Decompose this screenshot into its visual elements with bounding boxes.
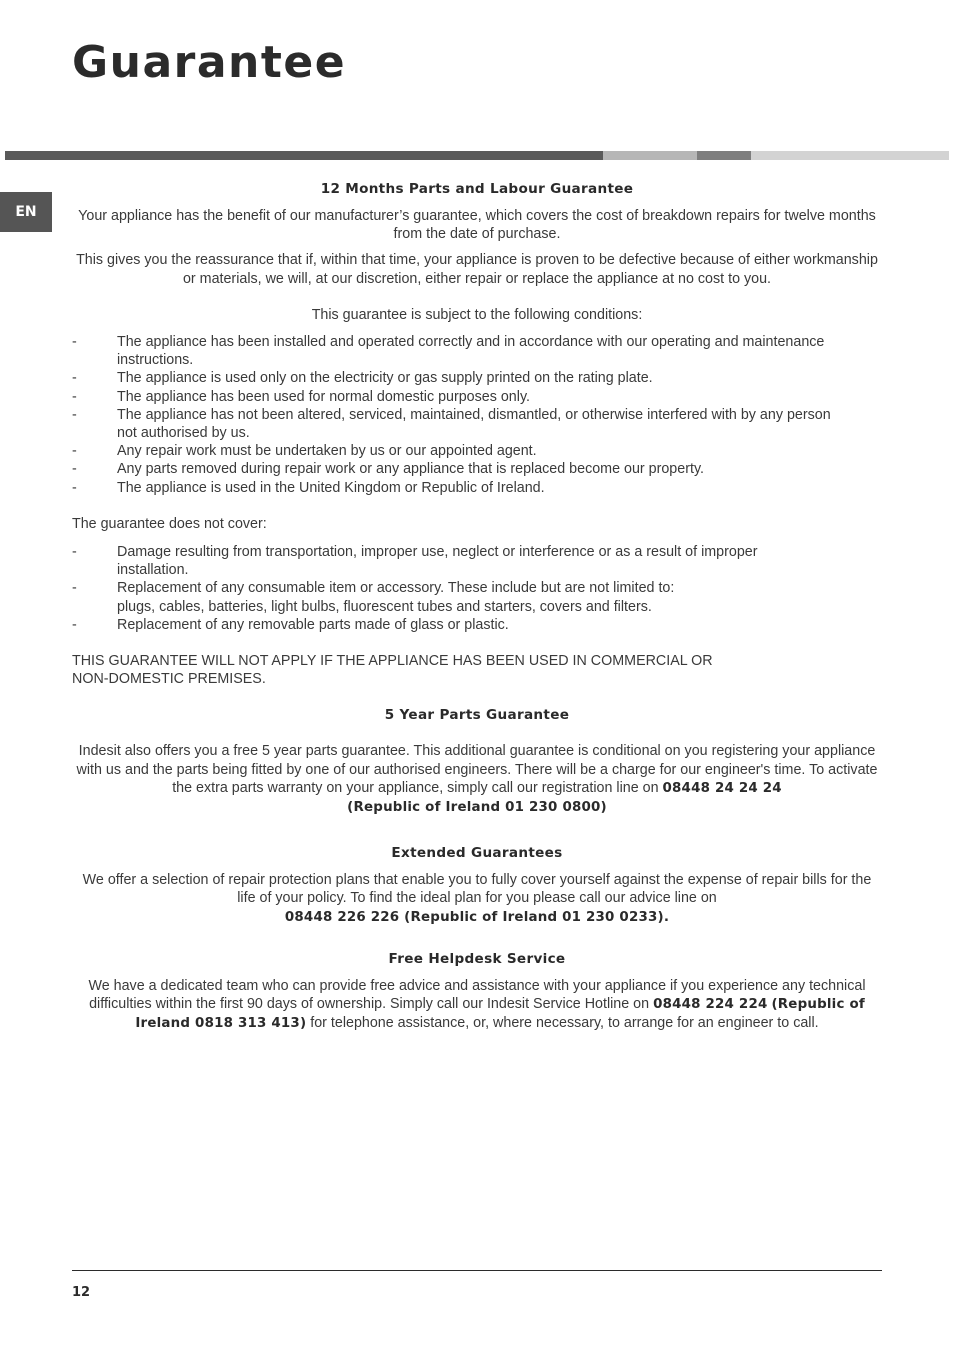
condition-text: Any parts removed during repair work or any appliance that is replaced become our property.	[117, 461, 705, 478]
list-item: - Any parts removed during repair work or any appliance that is replaced become our property.	[72, 461, 705, 478]
condition-text: The appliance is used in the United Kingdom or Republic of Ireland.	[117, 479, 545, 496]
extended-text	[72, 871, 882, 927]
header-stripe-mid	[697, 151, 751, 160]
list-item: - Replacement of any removable parts made of glass or plastic.	[72, 616, 509, 633]
list-item: - Replacement of any consumable item or accessory. These include but are not limited to: plugs, cables, batteries, light bulbs, fluorescent tubes and starters, covers and filters.	[72, 580, 675, 615]
list-item: - Any repair work must be undertaken by us or our appointed agent.	[72, 443, 537, 460]
extended-phone: 08448 226 226 (Republic of Ireland 01 230 0233).	[284, 909, 670, 925]
list-item: - The appliance has been used for normal domestic purposes only.	[72, 388, 530, 405]
commercial-notice	[72, 652, 882, 688]
exclusions-intro: The guarantee does not cover:	[72, 515, 267, 532]
condition-text: The appliance has been used for normal domestic purposes only.	[117, 388, 530, 405]
five-year-heading: 5 Year Parts Guarantee	[384, 707, 570, 724]
helpdesk-text	[72, 977, 882, 1034]
condition-text: The appliance has not been altered, serviced, maintained, dismantled, or otherwise interfered with by any person not authorised by us.	[117, 406, 831, 442]
helpdesk-heading: Free Helpdesk Service	[388, 950, 566, 967]
header-stripe-pale	[751, 151, 949, 160]
five-year-body: Indesit also offers you a free 5 year parts guarantee. This additional guarantee is conditional on you registering your appliance with us and the parts being fitted by one of our authorised engineers. There will be a charge for our engineer's time. To activate the extra parts warranty on your appliance, simply call our registration line on	[76, 743, 878, 796]
exclusions-list	[72, 543, 882, 634]
page-number: 12	[72, 1285, 91, 1300]
list-item: - Damage resulting from transportation, improper use, neglect or interference or as a result of improper installation.	[72, 544, 758, 579]
list-item: - The appliance has been installed and operated correctly and in accordance with our operating and maintenance instructions.	[72, 334, 825, 369]
guarantee-content	[72, 180, 882, 1034]
helpdesk-phone: 08448 224 224	[653, 997, 768, 1013]
language-tab: EN	[0, 192, 52, 232]
list-item: - The appliance is used only on the electricity or gas supply printed on the rating plate.	[72, 370, 653, 387]
list-item: - The appliance has not been altered, serviced, maintained, dismantled, or otherwise interfered with by any person not authorised by us.	[72, 406, 831, 442]
parts-labour-para-2: This gives you the reassurance that if, within that time, your appliance is proven to be defective because of either workmanship or materials, we will, at our discretion, either repair or replace the appliance at no cost to you.	[76, 252, 878, 287]
parts-labour-heading: 12 Months Parts and Labour Guarantee	[320, 181, 634, 197]
condition-text: The appliance is used only on the electricity or gas supply printed on the rating plate.	[117, 370, 653, 387]
commercial-notice-line-1: THIS GUARANTEE WILL NOT APPLY IF THE APPLIANCE HAS BEEN USED IN COMMERCIAL OR	[72, 653, 713, 670]
footer-rule	[72, 1270, 882, 1271]
extended-body: We offer a selection of repair protection plans that enable you to fully cover yourself against the expense of repair bills for the life of your policy. To find the ideal plan for you please call our advice line on	[82, 872, 872, 907]
conditions-list	[72, 333, 882, 497]
extended-heading: Extended Guarantees	[391, 845, 563, 862]
condition-text: Any repair work must be undertaken by us or our appointed agent.	[117, 443, 537, 460]
condition-text: The appliance has been installed and operated correctly and in accordance with our operating and maintenance instructions.	[117, 334, 825, 369]
conditions-intro: This guarantee is subject to the following conditions:	[311, 306, 643, 323]
page-title: Guarantee	[72, 37, 347, 88]
five-year-text	[72, 742, 882, 817]
parts-labour-para-1: Your appliance has the benefit of our manufacturer’s guarantee, which covers the cost of breakdown repairs for twelve months from the date of purchase.	[78, 208, 876, 243]
helpdesk-phone-roi: (Republic of Ireland 0818 313 413)	[135, 997, 865, 1032]
commercial-notice-line-2: NON-DOMESTIC PREMISES.	[72, 671, 266, 688]
list-item: - The appliance is used in the United Kingdom or Republic of Ireland.	[72, 479, 545, 496]
exclusion-text: Replacement of any removable parts made of glass or plastic.	[117, 616, 509, 633]
header-stripe-light	[603, 151, 697, 160]
helpdesk-body: We have a dedicated team who can provide free advice and assistance with your appliance if you experience any technical difficulties within the first 90 days of ownership. Simply call our Indesit Service Hotline on	[88, 977, 866, 1013]
exclusion-text: Replacement of any consumable item or accessory. These include but are not limited to:	[117, 580, 675, 597]
exclusion-text-extra: plugs, cables, batteries, light bulbs, fluorescent tubes and starters, covers and filters.	[117, 598, 652, 615]
header-stripe-dark	[5, 151, 603, 160]
five-year-phone: 08448 24 24 24	[662, 780, 782, 796]
five-year-phone-roi: (Republic of Ireland 01 230 0800)	[347, 800, 607, 816]
exclusion-text: Damage resulting from transportation, improper use, neglect or interference or as a result of improper installation.	[117, 544, 758, 579]
helpdesk-body-end: for telephone assistance, or, where necessary, to arrange for an engineer to call.	[310, 1015, 819, 1032]
